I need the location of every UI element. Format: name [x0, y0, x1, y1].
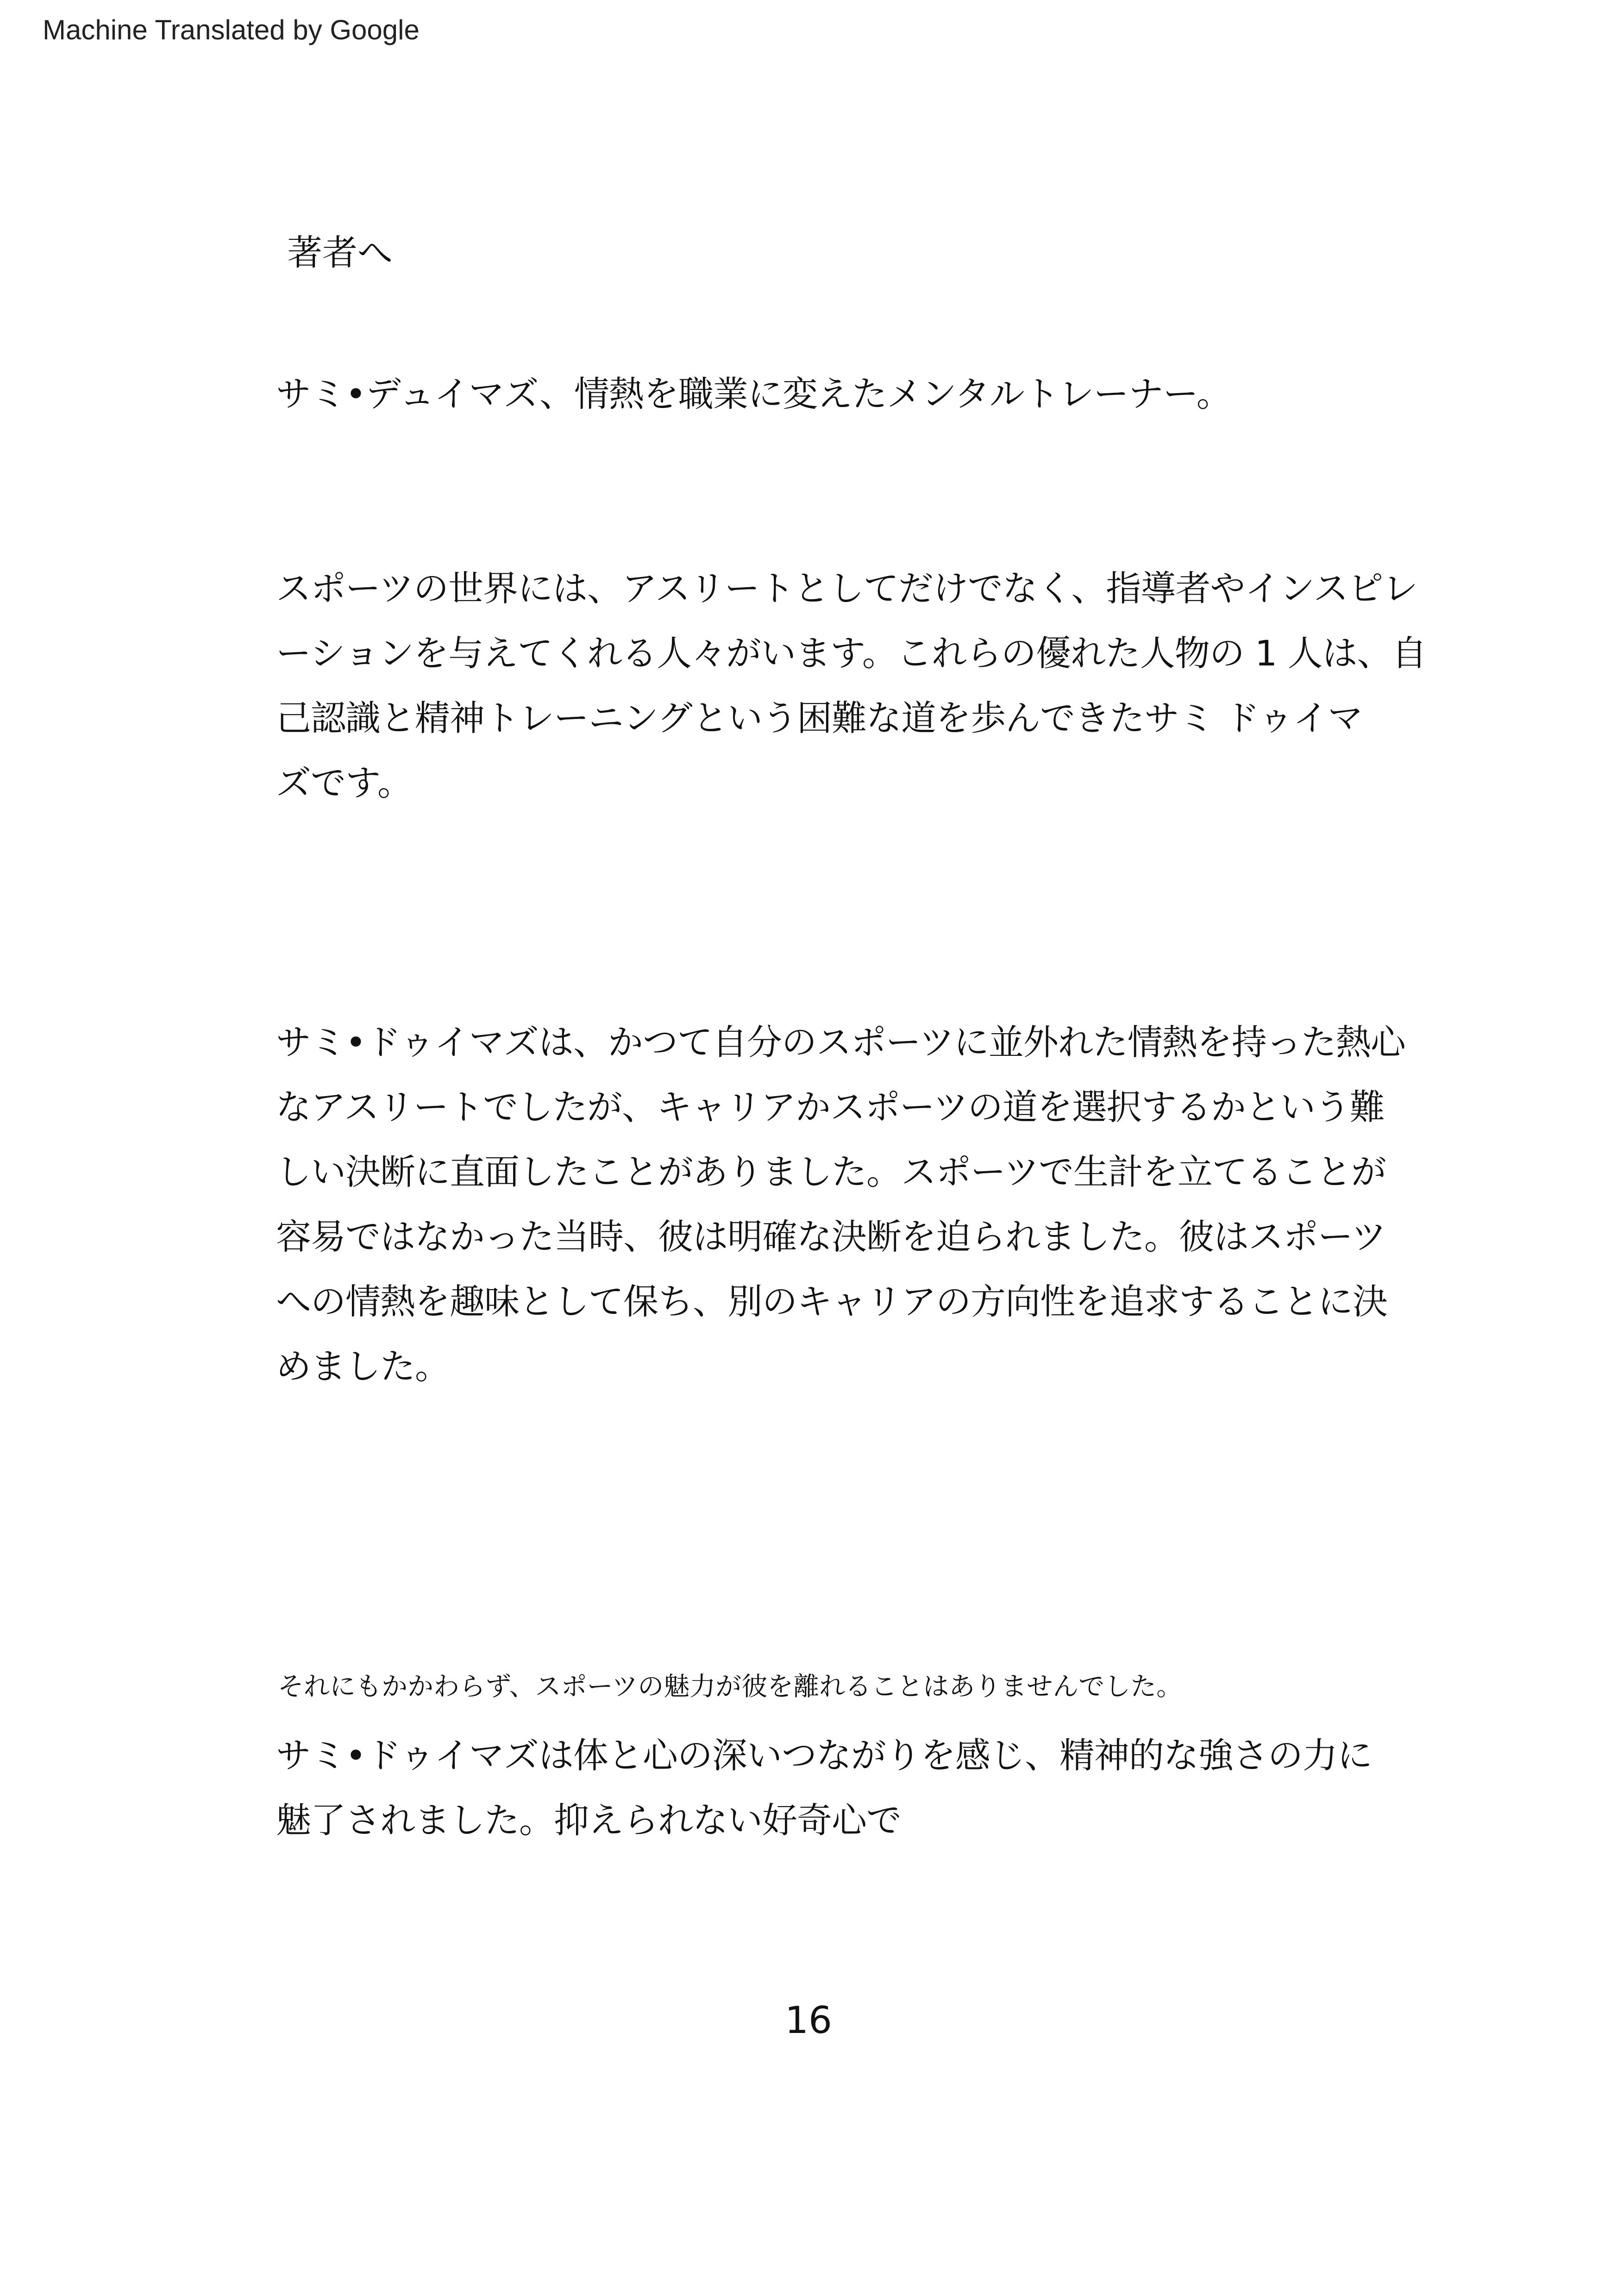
- paragraph-line: への情熱を趣味として保ち、別のキャリアの方向性を追求することに決: [276, 1281, 1387, 1322]
- page-number: 16: [785, 1999, 832, 2042]
- paragraph-line: なアスリートでしたが、キャリアかスポーツの道を選択するかという難: [276, 1086, 1385, 1128]
- paragraph-line: しい決断に直面したことがありました。スポーツで生計を立てることが: [276, 1151, 1386, 1192]
- paragraph-line: めました。: [276, 1346, 450, 1387]
- paragraph-line: 容易ではなかった当時、彼は明確な決断を迫られました。彼はスポーツ: [276, 1216, 1386, 1257]
- subtitle: サミ•デュイマズ、情熱を職業に変えたメンタルトレーナー。: [276, 373, 1231, 414]
- paragraph-small-line: それにもかかわらず、スポーツの魅力が彼を離れることはありませんでした。: [278, 1672, 1183, 1702]
- paragraph-line: 魅了されました。抑えられない好奇心で: [276, 1800, 901, 1841]
- paragraph-line: ズです。: [276, 762, 412, 803]
- paragraph-line: サミ•ドゥイマズは体と心の深いつながりを感じ、精神的な強さの力に: [276, 1735, 1372, 1776]
- paragraph-line: スポーツの世界には、アスリートとしてだけでなく、指導者やインスピレ: [276, 568, 1418, 609]
- machine-translation-notice: Machine Translated by Google: [43, 14, 420, 45]
- paragraph-line: ーションを与えてくれる人々がいます。これらの優れた人物の 1 人は、自: [276, 633, 1427, 674]
- paragraph-line: 己認識と精神トレーニングという困難な道を歩んできたサミ ドゥイマ: [276, 697, 1363, 739]
- paragraph-line: サミ•ドゥイマズは、かつて自分のスポーツに並外れた情熱を持った熱心: [276, 1022, 1405, 1063]
- page-heading: 著者へ: [287, 232, 393, 273]
